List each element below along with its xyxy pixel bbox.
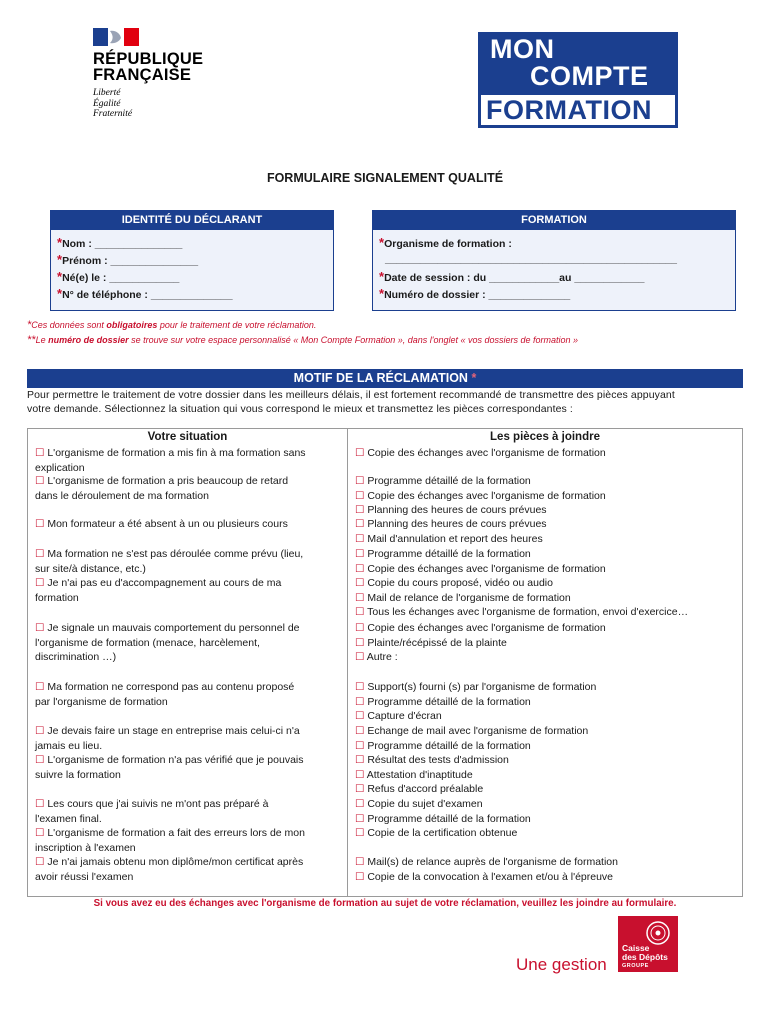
checkbox-icon[interactable]: ☐ — [355, 798, 365, 810]
cdc-line-2: des Dépôts — [622, 951, 668, 962]
field-organisme-label: Organisme de formation : — [384, 238, 512, 250]
motif-intro-line-1: Pour permettre le traitement de votre dossier dans les meilleurs délais, il est fortement recommandé de transmettre des pièces appuyant — [27, 389, 675, 401]
situation-line: L'organisme de formation a mis fin à ma formation sans — [47, 447, 306, 459]
checkbox-icon[interactable]: ☐ — [355, 870, 365, 883]
situation-line: L'organisme de formation n'a pas vérifié que je pouvais — [47, 754, 304, 766]
checkbox-icon[interactable]: ☐ — [355, 475, 365, 487]
piece-item[interactable] — [355, 474, 741, 489]
situation-line: discrimination …) — [35, 651, 117, 664]
checkbox-icon[interactable]: ☐ — [355, 768, 365, 781]
checkbox-icon[interactable]: ☐ — [35, 518, 45, 530]
note-numero-dossier — [27, 334, 578, 346]
checkbox-icon[interactable]: ☐ — [355, 622, 365, 634]
checkbox-icon[interactable]: ☐ — [35, 798, 45, 810]
republic-motto — [93, 88, 132, 120]
checkbox-icon[interactable]: ☐ — [355, 681, 365, 693]
form-title: FORMULAIRE SIGNALEMENT QUALITÉ — [266, 171, 504, 185]
footer-note: Si vous avez eu des échanges avec l'organisme de formation au sujet de votre réclamation, veuillez les joindre au formulaire. — [93, 898, 677, 909]
checkbox-icon[interactable]: ☐ — [35, 725, 45, 737]
checkbox-icon[interactable]: ☐ — [355, 783, 365, 796]
mon-compte-formation-logo — [478, 32, 678, 128]
situation-text — [35, 650, 343, 665]
situation-line: Je devais faire un stage en entreprise mais celui-ci n'a — [47, 725, 300, 737]
pieces-list — [355, 724, 741, 753]
table-divider — [347, 429, 348, 896]
note-1-a: Ces données sont — [31, 320, 107, 330]
field-date-session-label: Date de session : du ____________au ____________ — [384, 272, 645, 284]
piece-item[interactable] — [355, 870, 741, 885]
pieces-list — [355, 517, 741, 546]
piece-label: Copie des échanges avec l'organisme de formation — [367, 447, 606, 459]
situation-text — [35, 474, 343, 489]
required-star: * — [57, 269, 63, 284]
field-prenom[interactable] — [57, 251, 327, 268]
piece-item[interactable] — [355, 446, 741, 461]
caisse-des-depots-logo — [618, 916, 678, 972]
checkbox-icon[interactable]: ☐ — [355, 548, 365, 560]
checkbox-icon[interactable]: ☐ — [355, 856, 365, 868]
checkbox-icon[interactable]: ☐ — [355, 577, 365, 589]
pieces-list — [355, 474, 741, 518]
checkbox-icon[interactable]: ☐ — [355, 532, 365, 545]
situation-option[interactable] — [35, 826, 343, 855]
required-star: * — [379, 269, 385, 284]
situation-line: dans le déroulement de ma formation — [35, 489, 209, 502]
formation-heading: FORMATION — [373, 211, 735, 230]
piece-label: Programme détaillé de la formation — [367, 812, 531, 825]
piece-item[interactable] — [355, 489, 741, 504]
situation-line: explication — [35, 461, 85, 474]
piece-item[interactable] — [355, 768, 741, 783]
situation-text — [35, 855, 343, 870]
col-header-pieces: Les pièces à joindre — [490, 431, 600, 443]
situation-text — [35, 547, 343, 562]
pieces-list — [355, 826, 741, 841]
situation-text — [35, 768, 343, 783]
piece-label: Copie des échanges avec l'organisme de formation — [367, 489, 606, 502]
situation-line: Ma formation ne s'est pas déroulée comme prévu (lieu, — [47, 548, 304, 560]
checkbox-icon[interactable]: ☐ — [355, 725, 365, 737]
identite-fields — [51, 230, 333, 310]
piece-label: Attestation d'inaptitude — [366, 768, 473, 781]
motif-intro — [27, 388, 743, 416]
situation-option[interactable] — [35, 517, 343, 532]
rf-line-1: RÉPUBLIQUE — [93, 50, 204, 68]
checkbox-icon[interactable]: ☐ — [35, 681, 45, 693]
field-organisme-line[interactable]: __________________________________________________ — [385, 253, 677, 265]
note-2-a: Le — [35, 335, 49, 345]
checkbox-icon[interactable]: ☐ — [35, 548, 45, 560]
motif-heading-bar — [27, 369, 743, 388]
checkbox-icon[interactable]: ☐ — [35, 577, 45, 589]
motto-fraternite: Fraternité — [93, 109, 133, 119]
checkbox-icon[interactable]: ☐ — [35, 827, 45, 839]
checkbox-icon[interactable]: ☐ — [355, 489, 365, 502]
situation-option[interactable] — [35, 724, 343, 753]
situation-line: sur site/à distance, etc.) — [35, 562, 146, 575]
situation-line: jamais eu lieu. — [35, 739, 103, 752]
piece-item[interactable] — [355, 680, 741, 695]
checkbox-icon[interactable]: ☐ — [35, 622, 45, 634]
situation-line: suivre la formation — [35, 768, 121, 781]
piece-item[interactable] — [355, 621, 741, 636]
situation-text — [35, 870, 343, 885]
piece-item[interactable] — [355, 812, 741, 827]
pieces-list — [355, 576, 741, 620]
piece-item[interactable] — [355, 797, 741, 812]
field-numero-dossier[interactable] — [379, 285, 729, 302]
field-naissance[interactable] — [57, 268, 327, 285]
col-header-situation: Votre situation — [147, 431, 228, 443]
field-nom[interactable] — [57, 234, 327, 251]
formation-fields — [373, 230, 735, 310]
required-star: * — [57, 252, 63, 267]
piece-item[interactable] — [355, 709, 741, 724]
piece-item[interactable] — [355, 855, 741, 870]
situation-text — [35, 724, 343, 739]
piece-label: Tous les échanges avec l'organisme de formation, envoi d'exercice… — [367, 606, 689, 619]
piece-label: Programme détaillé de la formation — [367, 739, 531, 752]
situation-option[interactable] — [35, 446, 343, 475]
piece-item[interactable] — [355, 562, 741, 577]
note-2-b: numéro de dossier — [48, 335, 129, 345]
situation-option[interactable] — [35, 797, 343, 826]
piece-label: Copie des échanges avec l'organisme de formation — [367, 622, 606, 634]
checkbox-icon[interactable]: ☐ — [355, 695, 365, 708]
situation-option[interactable] — [35, 753, 343, 782]
piece-label: Copie de la convocation à l'examen et/ou à l'épreuve — [367, 870, 614, 883]
cdc-groupe: GROUPE — [622, 963, 649, 969]
piece-label: Mail d'annulation et report des heures — [367, 532, 543, 545]
situation-option[interactable] — [35, 547, 343, 576]
situations-table — [27, 428, 743, 897]
situation-line: l'organisme de formation (menace, harcèlement, — [35, 636, 260, 649]
piece-label: Mail de relance de l'organisme de formation — [367, 591, 571, 604]
piece-item[interactable] — [355, 650, 741, 665]
field-telephone[interactable] — [57, 285, 327, 302]
situation-option[interactable] — [35, 855, 343, 884]
piece-item[interactable] — [355, 636, 741, 651]
piece-label: Programme détaillé de la formation — [367, 475, 531, 487]
situation-line: Ma formation ne correspond pas au contenu proposé — [47, 681, 295, 693]
situation-line: Je n'ai jamais obtenu mon diplôme/mon certificat après — [47, 856, 304, 868]
piece-label: Copie des échanges avec l'organisme de formation — [367, 562, 606, 575]
checkbox-icon[interactable]: ☐ — [355, 754, 365, 766]
field-telephone-label: N° de téléphone : ______________ — [62, 289, 233, 301]
checkbox-icon[interactable]: ☐ — [355, 606, 365, 619]
piece-item[interactable] — [355, 695, 741, 710]
piece-label: Capture d'écran — [367, 710, 442, 723]
field-nom-label: Nom : _______________ — [62, 238, 183, 250]
situation-line: Je n'ai pas eu d'accompagnement au cours de ma — [47, 577, 282, 589]
piece-item[interactable] — [355, 517, 741, 532]
situation-text — [35, 446, 343, 461]
situation-text — [35, 489, 343, 504]
situation-text — [35, 739, 343, 754]
pieces-list — [355, 753, 741, 797]
checkbox-icon[interactable]: ☐ — [35, 754, 45, 766]
checkbox-icon[interactable]: ☐ — [355, 739, 365, 752]
checkbox-icon[interactable]: ☐ — [355, 562, 365, 575]
field-naissance-label: Né(e) le : ____________ — [62, 272, 180, 284]
checkbox-icon[interactable]: ☐ — [355, 591, 365, 604]
situation-line: par l'organisme de formation — [35, 695, 168, 708]
motif-intro-line-2: votre demande. Sélectionnez la situation qui vous correspond le mieux et transmettez les pièces correspondantes : — [27, 403, 573, 415]
piece-item[interactable] — [355, 532, 741, 547]
situation-text — [35, 753, 343, 768]
checkbox-icon[interactable]: ☐ — [355, 651, 365, 664]
note-1-b: obligatoires — [106, 320, 158, 330]
situation-text — [35, 826, 343, 841]
pieces-list — [355, 547, 741, 576]
piece-label: Planning des heures de cours prévues — [367, 504, 547, 517]
situation-option[interactable] — [35, 621, 343, 665]
piece-label: Echange de mail avec l'organisme de formation — [367, 725, 589, 737]
motif-heading-star: * — [471, 371, 477, 385]
situation-line: formation — [35, 591, 79, 604]
required-star: * — [57, 235, 63, 250]
piece-item[interactable] — [355, 605, 741, 620]
mcf-logo-bottom — [478, 92, 678, 128]
situation-line: l'examen final. — [35, 812, 102, 825]
piece-label: Autre : — [366, 651, 398, 664]
field-date-session[interactable] — [379, 268, 729, 285]
cdc-text — [622, 944, 668, 961]
note-obligatoires — [27, 319, 316, 331]
une-gestion-text: Une gestion — [516, 955, 607, 974]
piece-label: Programme détaillé de la formation — [367, 695, 531, 708]
piece-label: Résultat des tests d'admission — [367, 754, 509, 766]
mcf-logo-line-3: FORMATION — [486, 95, 652, 125]
situation-text — [35, 841, 343, 856]
situation-option[interactable] — [35, 474, 343, 503]
checkbox-icon[interactable]: ☐ — [35, 447, 45, 459]
piece-label: Copie du cours proposé, vidéo ou audio — [367, 577, 553, 589]
piece-label: Programme détaillé de la formation — [367, 548, 531, 560]
pieces-list — [355, 446, 741, 461]
checkbox-icon[interactable]: ☐ — [355, 812, 365, 825]
situation-line: L'organisme de formation a fait des erreurs lors de mon — [47, 827, 305, 839]
situation-line: L'organisme de formation a pris beaucoup de retard — [47, 475, 289, 487]
pieces-list — [355, 680, 741, 724]
field-organisme[interactable] — [379, 234, 729, 251]
piece-item[interactable] — [355, 576, 741, 591]
piece-item[interactable] — [355, 547, 741, 562]
situation-text — [35, 695, 343, 710]
situation-text — [35, 621, 343, 636]
checkbox-icon[interactable]: ☐ — [35, 475, 45, 487]
mcf-logo-line-2: COMPTE — [530, 61, 649, 91]
situation-line: inscription à l'examen — [35, 841, 136, 854]
piece-label: Plainte/récépissé de la plainte — [367, 636, 507, 649]
motif-heading: MOTIF DE LA RÉCLAMATION — [293, 371, 468, 385]
piece-label: Copie de la certification obtenue — [367, 827, 518, 839]
cdc-line-1: Caisse — [622, 943, 650, 953]
identite-box — [50, 210, 334, 311]
situation-text — [35, 517, 343, 532]
pieces-list — [355, 855, 741, 884]
note-2-c: se trouve sur votre espace personnalisé « Mon Compte Formation », dans l'onglet « vos dossiers de formation » — [128, 335, 579, 345]
situation-line: Je signale un mauvais comportement du personnel de — [47, 622, 300, 634]
pieces-list — [355, 621, 741, 665]
situation-text — [35, 591, 343, 606]
note-1-marker: * — [27, 319, 32, 331]
pieces-list — [355, 797, 741, 826]
republique-francaise-wordmark — [93, 51, 203, 83]
piece-item[interactable] — [355, 753, 741, 768]
piece-label: Support(s) fourni (s) par l'organisme de formation — [367, 681, 597, 693]
piece-item[interactable] — [355, 503, 741, 518]
checkbox-icon[interactable]: ☐ — [355, 518, 365, 530]
situation-line: Mon formateur a été absent à un ou plusieurs cours — [47, 518, 288, 530]
mcf-logo-line-1: MON — [490, 34, 555, 64]
piece-label: Refus d'accord préalable — [367, 783, 484, 796]
situation-text — [35, 797, 343, 812]
checkbox-icon[interactable]: ☐ — [355, 504, 365, 517]
required-star: * — [379, 286, 385, 301]
motto-egalite: Égalité — [93, 98, 121, 109]
piece-item[interactable] — [355, 739, 741, 754]
situation-line: Les cours que j'ai suivis ne m'ont pas préparé à — [47, 798, 269, 810]
mcf-logo-top — [478, 32, 678, 92]
checkbox-icon[interactable]: ☐ — [355, 447, 365, 459]
piece-item[interactable] — [355, 724, 741, 739]
situation-text — [35, 812, 343, 827]
checkbox-icon[interactable]: ☐ — [355, 827, 365, 839]
situation-text — [35, 576, 343, 591]
identite-heading: IDENTITÉ DU DÉCLARANT — [51, 211, 333, 230]
checkbox-icon[interactable]: ☐ — [35, 856, 45, 868]
piece-item[interactable] — [355, 591, 741, 606]
piece-label: Copie du sujet d'examen — [367, 798, 483, 810]
situation-line: avoir réussi l'examen — [35, 870, 134, 883]
situation-option[interactable] — [35, 680, 343, 709]
field-prenom-label: Prénom : _______________ — [62, 255, 199, 267]
piece-label: Mail(s) de relance auprès de l'organisme de formation — [367, 856, 618, 868]
rf-line-2: FRANÇAISE — [93, 66, 192, 84]
piece-item[interactable] — [355, 826, 741, 841]
situation-option[interactable] — [35, 576, 343, 605]
situation-text — [35, 636, 343, 651]
checkbox-icon[interactable]: ☐ — [355, 636, 365, 649]
note-1-c: pour le traitement de votre réclamation. — [157, 320, 317, 330]
checkbox-icon[interactable]: ☐ — [355, 710, 365, 723]
formation-box — [372, 210, 736, 311]
situation-text — [35, 680, 343, 695]
situation-text — [35, 562, 343, 577]
required-star: * — [57, 286, 63, 301]
required-star: * — [379, 235, 385, 250]
note-2-marker: ** — [27, 334, 36, 346]
piece-item[interactable] — [355, 782, 741, 797]
marianne-logo — [93, 28, 139, 46]
piece-label: Planning des heures de cours prévues — [367, 518, 547, 530]
motto-liberte: Liberté — [93, 88, 121, 98]
field-numero-dossier-label: Numéro de dossier : ______________ — [384, 289, 571, 301]
